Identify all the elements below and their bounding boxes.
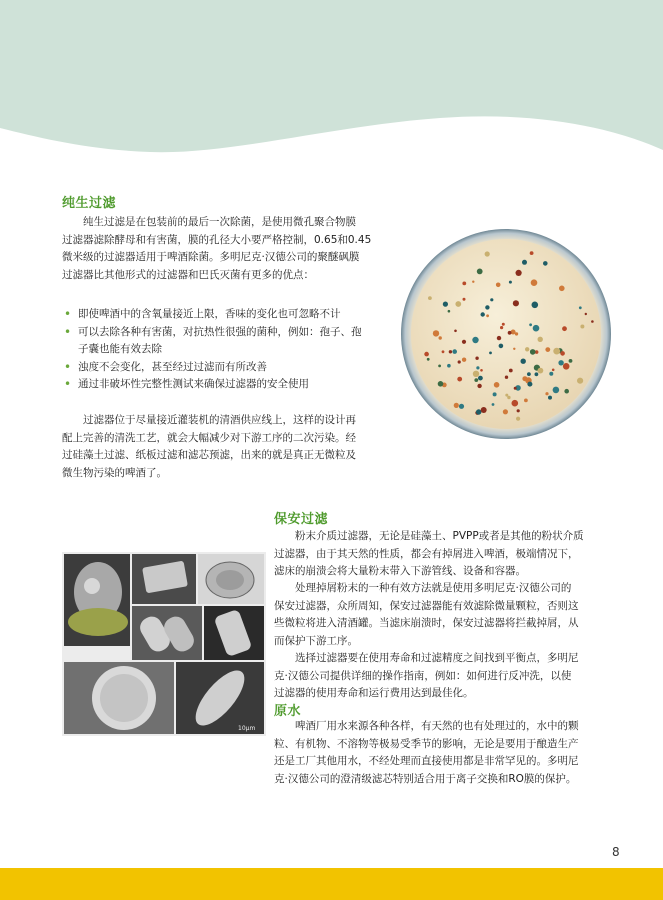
text-line: 过滤器，由于其天然的性质，都会有掉屑进入啤酒，极端情况下， bbox=[274, 547, 579, 560]
text-line: 微生物污染的啤酒了。 bbox=[62, 466, 167, 479]
colony-dot bbox=[459, 404, 464, 409]
colony-dot bbox=[480, 369, 483, 372]
colony-dot bbox=[427, 358, 430, 361]
colony-dot bbox=[499, 344, 504, 349]
text-line: 粉末介质过滤器，无论是硅藻土、PVPP或者是其他的粉状介质 bbox=[295, 530, 584, 542]
colony-dot bbox=[535, 372, 539, 376]
colony-dot bbox=[548, 396, 552, 400]
colony-dot bbox=[455, 301, 461, 307]
colony-dot bbox=[474, 378, 478, 382]
page-number: 8 bbox=[612, 845, 620, 859]
pure-filtration-intro bbox=[62, 214, 392, 284]
colony-dot bbox=[486, 314, 489, 317]
text-line: 处理掉屑粉末的一种有效方法就是使用多明尼克·汉德公司的 bbox=[295, 582, 572, 594]
text-line: 过硅藻土过滤、纸板过滤和滤芯预滤，出来的就是真正无微粒及 bbox=[62, 449, 356, 461]
colony-dot bbox=[553, 387, 560, 394]
colony-dot bbox=[475, 357, 478, 360]
colony-dot bbox=[517, 409, 520, 412]
colony-dot bbox=[447, 364, 451, 368]
colony-dot bbox=[564, 389, 569, 394]
text-line: 而保护下游工序。 bbox=[274, 634, 358, 647]
colony-dot bbox=[493, 392, 497, 396]
text-line: 过滤器的使用寿命和运行费用达到最佳化。 bbox=[274, 687, 474, 699]
colony-dot bbox=[530, 251, 534, 255]
colony-dot bbox=[543, 261, 548, 266]
raw-water-para bbox=[274, 718, 604, 788]
colony-dot bbox=[505, 394, 508, 397]
text-line: 保安过滤器，众所周知，保安过滤器能有效滤除微量颗粒，否则这 bbox=[274, 599, 579, 612]
colony-dot bbox=[529, 323, 532, 326]
colony-dot bbox=[438, 365, 441, 368]
colony-dot bbox=[462, 358, 466, 362]
text-line: 配上完善的清洗工艺，就会大幅减少对下游工序的二次污染。经 bbox=[62, 431, 356, 444]
colony-dot bbox=[522, 260, 527, 265]
security-filtration-para-2 bbox=[274, 580, 604, 650]
colony-dot bbox=[496, 283, 501, 288]
colony-dot bbox=[516, 270, 522, 276]
colony-dot bbox=[577, 378, 583, 384]
text-line: 些微粒将进入清酒罐。当滤床崩溃时，保安过滤器将拦截掉屑，从 bbox=[274, 617, 579, 629]
colony-dot bbox=[477, 269, 483, 275]
colony-dot bbox=[527, 382, 532, 387]
list-item: • 可以去除各种有害菌，对抗热性很强的菌种，例如：孢子、孢 bbox=[62, 324, 392, 342]
colony-dot bbox=[507, 396, 510, 399]
section-title-pure-filtration: 纯生过滤 bbox=[62, 196, 117, 211]
colony-dot bbox=[569, 359, 573, 363]
colony-dot bbox=[558, 360, 563, 365]
colony-dot bbox=[452, 349, 457, 354]
colony-dot bbox=[463, 298, 466, 301]
colony-dot bbox=[424, 352, 429, 357]
colony-dot bbox=[538, 337, 543, 342]
colony-dot bbox=[457, 377, 462, 382]
diatom-micrograph-image bbox=[62, 552, 266, 736]
colony-dot bbox=[579, 306, 582, 309]
colony-dot bbox=[472, 337, 478, 343]
colony-dot bbox=[538, 368, 544, 374]
text-line: 过滤器比其他形式的过滤器和巴氏灭菌有更多的优点： bbox=[62, 268, 314, 281]
colony-dot bbox=[533, 325, 540, 332]
colony-dot bbox=[478, 376, 483, 381]
colony-dot bbox=[524, 399, 528, 403]
colony-dot bbox=[545, 392, 548, 395]
colony-dot bbox=[494, 382, 500, 388]
colony-dot bbox=[476, 409, 481, 414]
colony-dot bbox=[473, 371, 479, 377]
colony-dot bbox=[549, 372, 553, 376]
section-title-security-filtration: 保安过滤 bbox=[274, 512, 329, 527]
colony-dot bbox=[525, 347, 529, 351]
header-wave-decoration bbox=[0, 0, 663, 175]
colony-dot bbox=[500, 326, 503, 329]
colony-dot bbox=[442, 350, 445, 353]
colony-dot bbox=[553, 348, 560, 355]
colony-dot bbox=[449, 350, 452, 353]
colony-dot bbox=[485, 305, 489, 309]
colony-dot bbox=[513, 348, 515, 350]
advantages-list bbox=[62, 306, 392, 394]
colony-dot bbox=[428, 296, 432, 300]
colony-dot bbox=[512, 400, 519, 407]
list-item-continuation: 子囊也能有效去除 bbox=[78, 343, 162, 355]
footer-bar bbox=[0, 868, 663, 900]
colony-dot bbox=[562, 326, 567, 331]
list-item: • 通过非破坏性完整性测试来确保过滤器的安全使用 bbox=[62, 376, 392, 394]
colony-dot bbox=[462, 340, 466, 344]
security-filtration-para-3 bbox=[274, 650, 604, 703]
text-line: 还是工厂其他用水，不经处理而直接使用都是非常罕见的。多明尼 bbox=[274, 755, 579, 767]
colony-dot bbox=[514, 387, 517, 390]
colony-dot bbox=[472, 281, 474, 283]
section-title-raw-water: 原水 bbox=[274, 704, 302, 719]
colony-dot bbox=[532, 302, 539, 309]
colony-dot bbox=[559, 286, 565, 292]
colony-dot bbox=[545, 347, 550, 352]
colony-dot bbox=[509, 281, 512, 284]
colony-dot bbox=[530, 349, 536, 355]
colony-dot bbox=[521, 359, 526, 364]
colony-dot bbox=[481, 312, 485, 316]
colony-dot bbox=[443, 302, 448, 307]
colony-dot bbox=[580, 325, 584, 329]
colony-dot bbox=[462, 282, 466, 286]
colony-dot bbox=[485, 251, 490, 256]
colony-dot bbox=[502, 323, 505, 326]
security-filtration-para-1 bbox=[274, 528, 604, 581]
text-line: 克·汉德公司的澄清级滤芯特别适合用于离子交换和RO膜的保护。 bbox=[274, 772, 577, 785]
colony-dot bbox=[439, 336, 442, 339]
colony-dot bbox=[508, 331, 512, 335]
text-line: 过滤器位于尽量接近灌装机的清酒供应线上，这样的设计再 bbox=[83, 414, 356, 426]
colony-dot bbox=[585, 313, 587, 315]
text-line: 过滤器滤除酵母和有害菌，膜的孔径大小要严格控制，0.65和0.45 bbox=[62, 233, 372, 246]
colony-dot bbox=[552, 369, 555, 372]
colony-dot bbox=[492, 403, 495, 406]
colony-dot bbox=[515, 332, 518, 335]
colony-dot bbox=[527, 372, 531, 376]
colony-dot bbox=[513, 300, 519, 306]
scale-bar-label: 10μm bbox=[238, 725, 256, 732]
text-line: 粒、有机物、不溶物等极易受季节的影响，无论是要用于酿造生产 bbox=[274, 737, 579, 750]
colony-dot bbox=[433, 330, 439, 336]
list-item: • 即使啤酒中的含氧量接近上限，香味的变化也可忽略不计 bbox=[62, 306, 392, 324]
colony-dot bbox=[505, 376, 508, 379]
colony-dot bbox=[503, 409, 508, 414]
colony-dot bbox=[458, 360, 461, 363]
text-line: 滤床的崩溃会将大量粉末带入下游管线、设备和容器。 bbox=[274, 565, 526, 577]
colony-dot bbox=[497, 336, 501, 340]
colony-dot bbox=[591, 320, 594, 323]
colony-dot bbox=[563, 363, 570, 370]
pure-filtration-closing bbox=[62, 412, 392, 482]
text-line: 啤酒厂用水来源各种各样，有天然的也有处理过的，水中的颗 bbox=[295, 720, 579, 732]
colony-dot bbox=[454, 403, 459, 408]
colony-dot bbox=[516, 417, 520, 421]
text-line: 选择过滤器要在使用寿命和过滤精度之间找到平衡点，多明尼 bbox=[295, 652, 579, 664]
colony-dot bbox=[448, 310, 451, 313]
text-line: 纯生过滤是在包装前的最后一次除菌，是使用微孔聚合物膜 bbox=[83, 216, 356, 228]
text-line: 克·汉德公司提供详细的操作指南，例如：如何进行反冲洗，以使 bbox=[274, 669, 572, 682]
text-line: 微米级的过滤器适用于啤酒除菌。多明尼克·汉德公司的聚醚砜膜 bbox=[62, 251, 360, 263]
colony-dot bbox=[481, 407, 487, 413]
colony-dot bbox=[477, 384, 481, 388]
colony-dot bbox=[531, 279, 538, 286]
list-item: • 浊度不会变化，甚至经过过滤而有所改善 bbox=[62, 359, 392, 377]
colony-dot bbox=[490, 298, 493, 301]
colony-dot bbox=[509, 369, 513, 373]
petri-dish-image bbox=[400, 228, 612, 440]
colony-dot bbox=[454, 330, 457, 333]
colony-dot bbox=[476, 366, 479, 369]
colony-dot bbox=[438, 381, 444, 387]
colony-dot bbox=[560, 351, 565, 356]
colony-dot bbox=[489, 352, 492, 355]
